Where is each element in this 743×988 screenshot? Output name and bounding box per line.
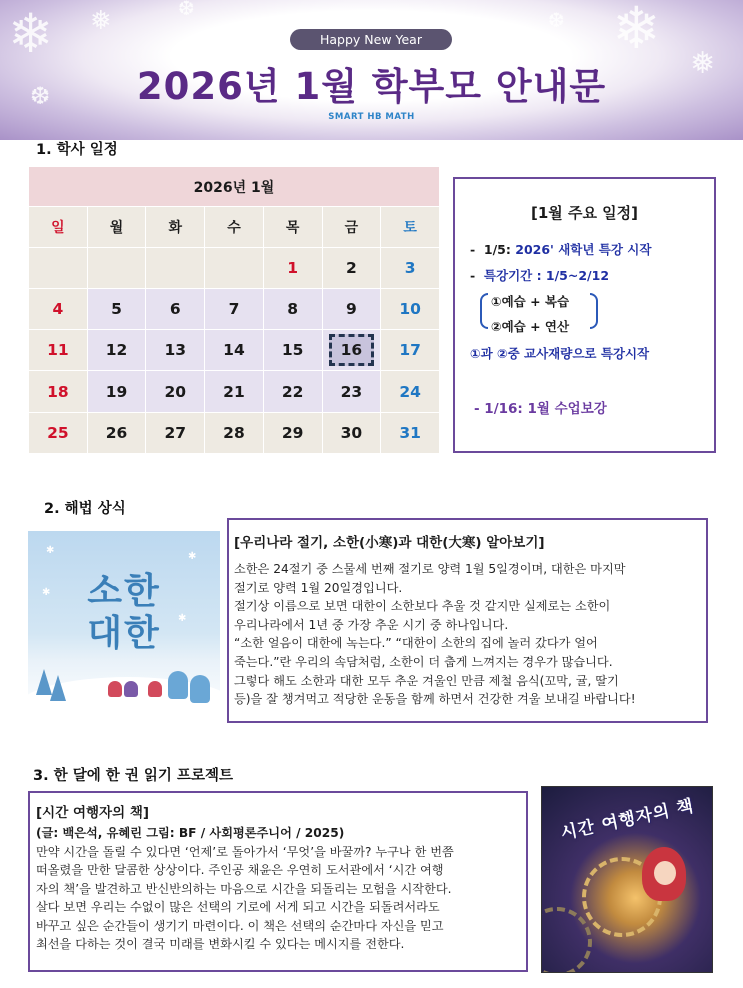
calendar-day: 1 [263,247,322,288]
calendar-day-highlighted [322,330,381,371]
schedule-item-1: - 1/5: 2026' 새학년 특강 시작 [470,242,652,257]
body-line: 죽는다.”란 우리의 속담처럼, 소한이 더 춥게 느껴지는 경우가 많습니다. [234,654,613,669]
weekday-wed: 수 [205,207,264,247]
calendar-day: 4 [29,288,88,329]
calendar-day: 25 [29,412,88,453]
section2-title: 2. 해법 상식 [44,501,126,517]
calendar-day: 9 [322,288,381,329]
calendar-day: 27 [146,412,205,453]
calendar-day: 21 [205,371,264,412]
calendar-day: 28 [205,412,264,453]
calendar-month: 2026년 1월 [29,167,440,207]
book-body [36,843,526,953]
book-credit: (글: 백은석, 유혜린 그림: BF / 사회평론주니어 / 2025) [36,826,345,840]
snowflake-icon: ❄ [8,2,54,65]
body-line: 만약 시간을 돌릴 수 있다면 ‘언제’로 돌아가서 ‘무엇’을 바꿀까? 누구나 한 번쯤 [36,845,454,859]
calendar-day: 11 [29,330,88,371]
brand-label: SMART HB MATH [328,112,415,122]
section1-title: 1. 학사 일정 [36,142,118,158]
calendar-day-label: 16 [340,341,363,360]
body-line: 소한은 24절기 중 스물세 번째 절기로 양력 1월 5일경이며, 대한은 마지막 [234,562,626,576]
character-face [654,861,676,885]
calendar-day: 20 [146,371,205,412]
calendar-day: 24 [381,371,440,412]
snowflake-icon: ❆ [548,8,565,32]
schedule-item-2: - 특강기간 : 1/5~2/12 [470,268,610,283]
gear-icon [541,907,592,973]
weekday-sat: 토 [381,207,440,247]
bush-icon [168,671,188,699]
bracket-right [590,293,598,329]
book-box [28,791,528,972]
bracket-left [480,293,488,329]
calendar-day: 8 [263,288,322,329]
solstice-title: [우리나라 절기, 소한(小寒)과 대한(大寒) 알아보기] [234,535,545,551]
calendar-day: 7 [205,288,264,329]
key-schedule-title: [1월 주요 일정] [530,204,639,222]
solstice-body [234,560,706,709]
weekday-tue: 화 [146,207,205,247]
tree-icon [50,675,66,701]
snowflake-icon: ❄ [612,0,661,62]
schedule-option-2: ②예습 + 연산 [491,319,570,334]
body-line: 등)을 잘 챙겨먹고 적당한 운동을 함께 하면서 건강한 겨울 보내길 바랍니다! [234,692,636,707]
calendar-day: 10 [381,288,440,329]
calendar-day: 31 [381,412,440,453]
section3-title: 3. 한 달에 한 권 읽기 프로젝트 [33,768,233,784]
page-title: 2026년 1월 학부모 안내문 [136,65,607,108]
calendar-day: 5 [87,288,146,329]
solstice-box [227,518,708,723]
winter-illustration: ✱ ✱ ✱ ✱ 소한 대한 [28,531,220,717]
person-icon [148,681,162,697]
calendar [28,166,440,454]
snowflake-icon: ❅ [90,6,112,36]
weekday-mon: 월 [87,207,146,247]
body-line: 그렇다 해도 소한과 대한 모두 추운 겨울인 만큼 제철 음식(꼬막, 귤, 딸기 [234,673,619,688]
weekday-sun: 일 [29,207,88,247]
body-line: 바꾸고 싶은 순간들이 생기기 마련이다. 이 책은 선택의 순간마다 자신을 믿고 [36,918,444,933]
book-cover-title: 시간 여행자의 책 [559,796,697,844]
calendar-day: 29 [263,412,322,453]
calendar-day: 2 [322,247,381,288]
body-line: 절기로 양력 1월 20일경입니다. [234,580,403,595]
winter-text-sohan: 소한 [87,571,161,612]
calendar-day [146,247,205,288]
snowflake-icon: ❅ [690,46,716,81]
calendar-day: 19 [87,371,146,412]
calendar-day: 30 [322,412,381,453]
calendar-day: 3 [381,247,440,288]
calendar-day: 17 [381,330,440,371]
calendar-day [205,247,264,288]
person-icon [124,681,138,697]
weekday-fri: 금 [322,207,381,247]
calendar-day [29,247,88,288]
happy-new-year-badge: Happy New Year [290,29,452,50]
body-line: 자의 책’을 발견하고 반신반의하는 마음으로 시간을 되돌리는 모험을 시작한다. [36,881,452,896]
schedule-note: ①과 ②중 교사재량으로 특강시작 [470,346,650,361]
snowflake-icon: ❆ [178,0,195,20]
calendar-day: 12 [87,330,146,371]
calendar-day: 18 [29,371,88,412]
schedule-option-1: ①예습 + 복습 [491,294,570,309]
calendar-day: 14 [205,330,264,371]
body-line: “소한 얼음이 대한에 녹는다.” “대한이 소한의 집에 놀러 갔다가 얼어 [234,636,598,651]
person-icon [108,681,122,697]
book-cover-image [541,786,713,973]
snowflake-icon: ❆ [30,82,51,110]
winter-text-daehan: 대한 [87,613,161,654]
body-line: 최선을 다하는 것이 결국 미래를 변화시킬 수 있다는 메시지를 전한다. [36,937,405,952]
calendar-day [87,247,146,288]
bush-icon [190,675,210,703]
calendar-day: 26 [87,412,146,453]
weekday-thu: 목 [263,207,322,247]
header-banner [0,0,743,140]
schedule-item-3: - 1/16: 1월 수업보강 [474,401,607,417]
calendar-day: 23 [322,371,381,412]
calendar-day: 22 [263,371,322,412]
calendar-day: 13 [146,330,205,371]
calendar-day: 6 [146,288,205,329]
body-line: 절기상 이름으로 보면 대한이 소한보다 추울 것 같지만 실제로는 소한이 [234,599,611,614]
book-title: [시간 여행자의 책] [36,805,150,821]
body-line: 떠올렸을 만한 달콤한 상상이다. 주인공 채윤은 우연히 도서관에서 ‘시간 여행 [36,863,444,878]
calendar-day: 15 [263,330,322,371]
body-line: 우리나라에서 1년 중 가장 추운 시기 중 하나입니다. [234,617,509,632]
body-line: 살다 보면 우리는 수없이 많은 선택의 기로에 서게 되고 시간을 되돌려서라도 [36,900,440,915]
